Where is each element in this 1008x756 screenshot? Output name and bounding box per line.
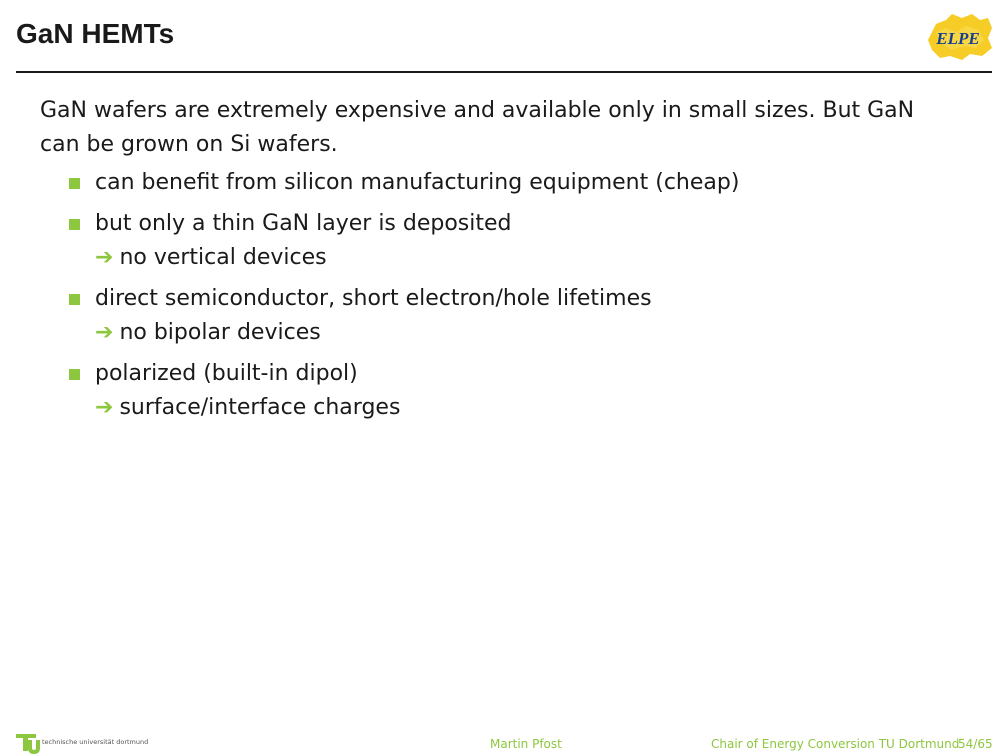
slide-footer — [0, 730, 1008, 756]
bullet-list — [40, 166, 960, 425]
bullet-item — [40, 166, 960, 200]
bullet-text: can benefit from silicon manufacturing equipment (cheap) — [95, 170, 740, 195]
bullet-text: polarized (built-in dipol) — [95, 361, 358, 386]
consequence-text: no vertical devices — [119, 245, 327, 270]
bullet-consequence — [95, 241, 960, 275]
consequence-text: surface/interface charges — [119, 395, 401, 420]
page-number: 54/65 — [958, 737, 993, 751]
consequence-text: no bipolar devices — [119, 320, 321, 345]
arrow-right-icon: ➔ — [95, 320, 114, 345]
intro-paragraph: GaN wafers are extremely expensive and available only in small sizes. But GaN can be grown on Si wafers. — [40, 98, 915, 157]
bullet-consequence — [95, 316, 960, 350]
slide-title: GaN HEMTs — [16, 18, 175, 49]
title-divider — [16, 71, 992, 73]
footer-chair: Chair of Energy Conversion TU Dortmund — [711, 737, 960, 751]
bullet-consequence — [95, 391, 960, 425]
square-bullet-icon — [69, 219, 80, 230]
tu-dortmund-logo — [14, 731, 149, 753]
bullet-item — [40, 282, 960, 350]
bullet-item — [40, 207, 960, 275]
arrow-right-icon: ➔ — [95, 245, 114, 270]
elpe-logo-text: ELPE — [936, 29, 980, 48]
tu-logo-text: technische universität dortmund — [42, 738, 149, 746]
elpe-logo — [922, 10, 994, 62]
bullet-text: but only a thin GaN layer is deposited — [95, 211, 512, 236]
bullet-text: direct semiconductor, short electron/hole lifetimes — [95, 286, 652, 311]
arrow-right-icon: ➔ — [95, 395, 114, 420]
square-bullet-icon — [69, 294, 80, 305]
square-bullet-icon — [69, 369, 80, 380]
footer-author: Martin Pfost — [490, 737, 562, 751]
bullet-item — [40, 357, 960, 425]
square-bullet-icon — [69, 178, 80, 189]
slide-content — [40, 94, 960, 432]
